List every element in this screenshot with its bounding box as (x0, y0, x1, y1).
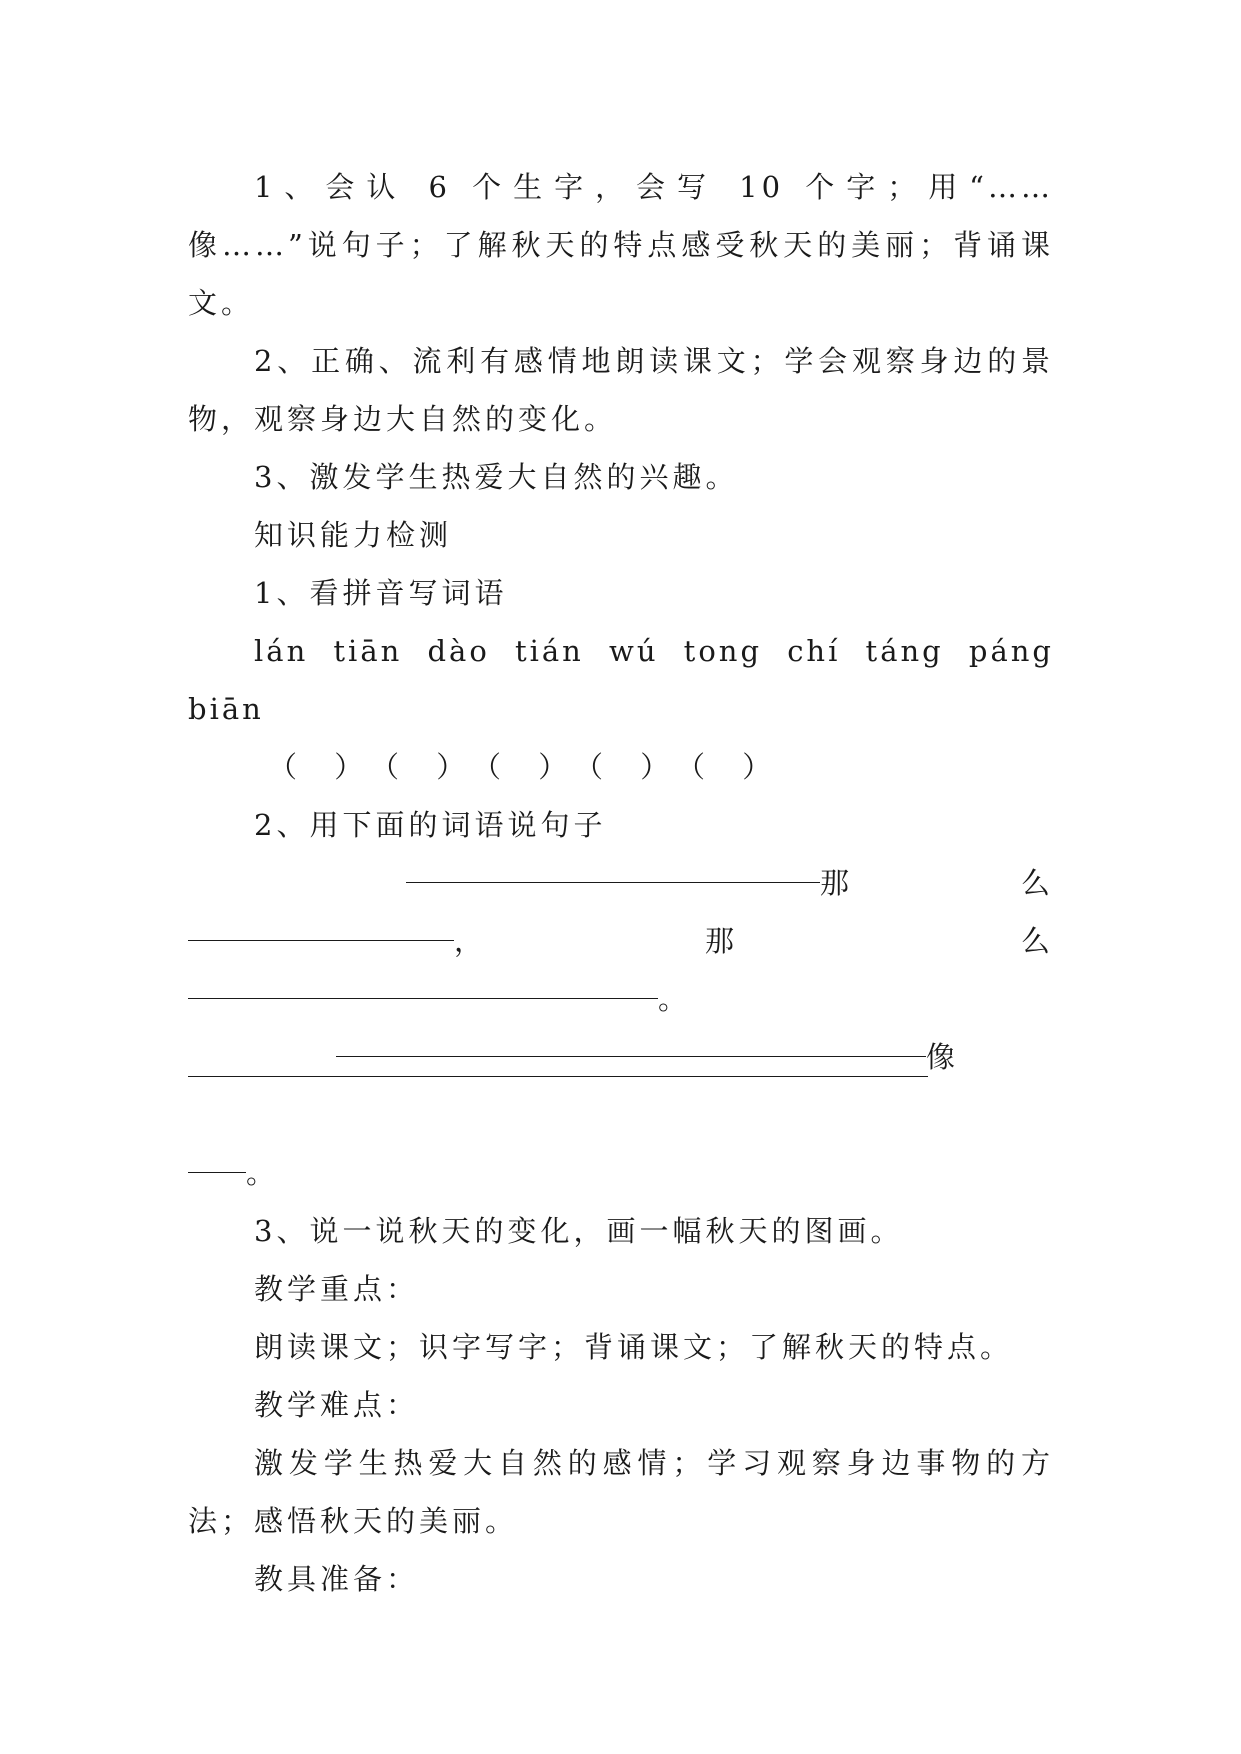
document-page (188, 158, 1054, 1608)
test-title: 知识能力检测 (254, 518, 453, 552)
key-points-title: 教学重点： (254, 1272, 420, 1306)
tools-title: 教具准备： (254, 1562, 420, 1596)
q2-word: 那 (705, 924, 739, 958)
answer-blank[interactable]: （ ） (472, 750, 582, 784)
q2-word: 么 (1020, 924, 1054, 958)
q1-pinyin: lán tiān dào tián wú tong chí táng páng biān (188, 634, 1054, 726)
objective-1: 1、会认 6 个生字，会写 10 个字；用“……像……”说句子；了解秋天的特点感受秋天的美丽；背诵课文。 (188, 170, 1054, 320)
fill-blank-line[interactable] (188, 998, 658, 999)
q2-line-6 (188, 1144, 1054, 1202)
q2-word: 像 (926, 1040, 960, 1074)
q2-punctuation: 。 (246, 1156, 280, 1190)
q2-word: 么 (1020, 866, 1054, 900)
q2-line-1 (188, 854, 1054, 912)
q3: 3、说一说秋天的变化，画一幅秋天的图画。 (254, 1214, 904, 1248)
fill-blank-line[interactable] (336, 1056, 926, 1057)
answer-blank[interactable]: （ ） (268, 750, 378, 784)
key-points: 朗读课文；识字写字；背诵课文；了解秋天的特点。 (254, 1330, 1014, 1364)
fill-blank-line[interactable] (188, 1172, 246, 1173)
q2-line-3 (188, 970, 1054, 1028)
answer-blank[interactable]: （ ） (676, 750, 786, 784)
objective-2: 2、正确、流利有感情地朗读课文；学会观察身边的景物，观察身边大自然的变化。 (188, 344, 1054, 436)
q1-answer-blanks (188, 738, 1054, 796)
difficulties-title: 教学难点： (254, 1388, 420, 1422)
answer-blank[interactable]: （ ） (574, 750, 684, 784)
q2-punctuation: ， (454, 924, 488, 958)
q2-line-4 (188, 1028, 1054, 1086)
fill-blank-line[interactable] (406, 882, 820, 883)
q2-line-5 (188, 1086, 1054, 1144)
objective-3: 3、激发学生热爱大自然的兴趣。 (254, 460, 739, 494)
difficulties: 激发学生热爱大自然的感情；学习观察身边事物的方法；感悟秋天的美丽。 (188, 1446, 1054, 1538)
q2-line-2 (188, 912, 1054, 970)
answer-blank[interactable]: （ ） (370, 750, 480, 784)
q2-title: 2、用下面的词语说句子 (254, 808, 607, 842)
q2-word: 那 (820, 866, 854, 900)
fill-blank-line[interactable] (188, 1076, 928, 1077)
q2-punctuation: 。 (658, 982, 692, 1016)
q1-title: 1、看拼音写词语 (254, 576, 508, 610)
fill-blank-line[interactable] (188, 940, 454, 941)
